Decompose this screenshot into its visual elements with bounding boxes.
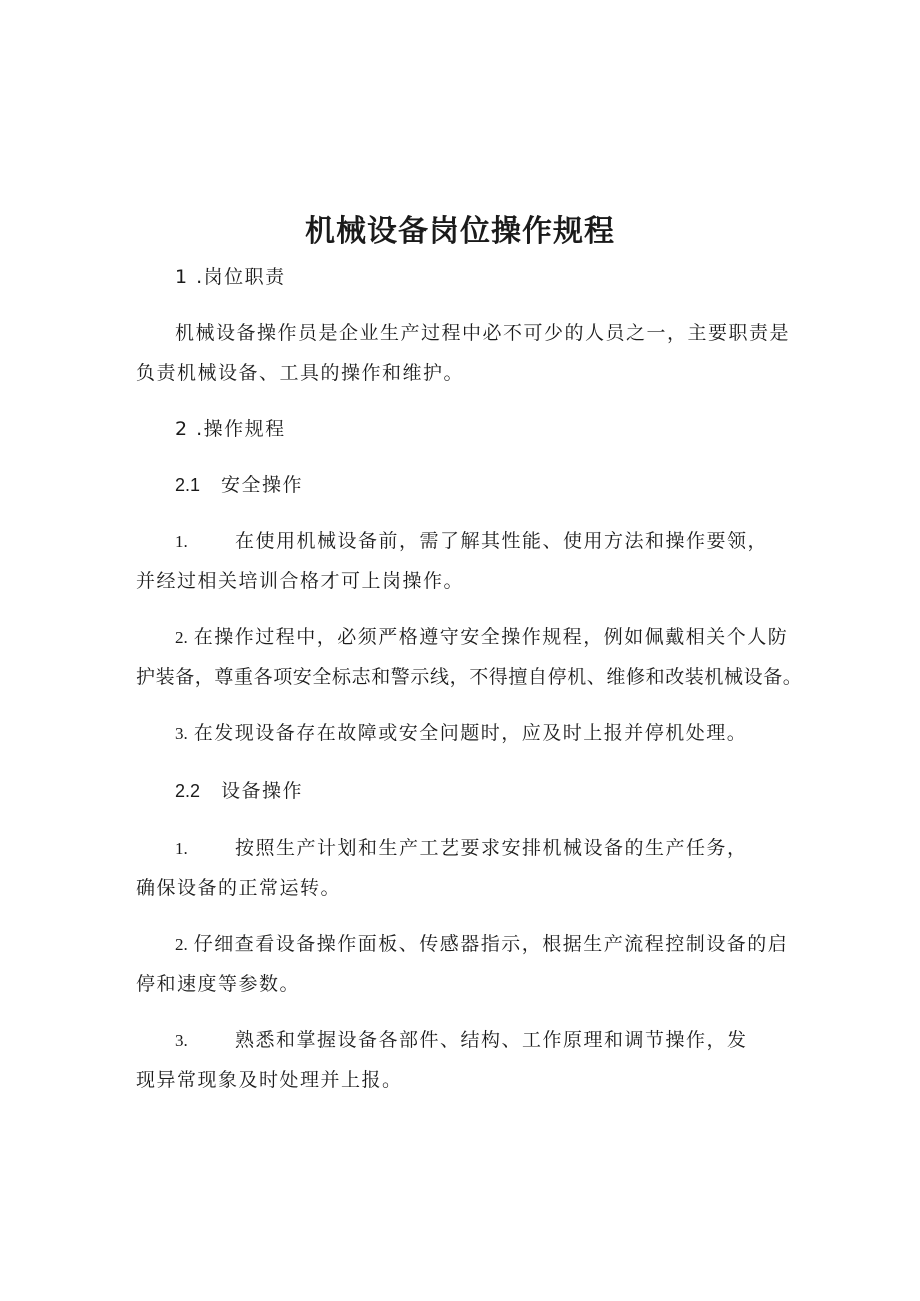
document-title: 机械设备岗位操作规程 bbox=[305, 214, 615, 249]
list-item-2-2-2-line-1 bbox=[175, 931, 788, 958]
subsection-2-2-number: 2.2 bbox=[175, 781, 201, 801]
list-item-2-2-3-line-2: 现异常现象及时处理并上报。 bbox=[136, 1069, 403, 1091]
section-1-paragraph-line-1: 机械设备操作员是企业生产过程中必不可少的人员之一，主要职责是 bbox=[175, 322, 791, 344]
list-item-number: 1. bbox=[175, 839, 188, 858]
list-item-2-1-2-line-1 bbox=[175, 624, 788, 651]
list-item-number: 1. bbox=[175, 532, 188, 551]
list-item-number: 3. bbox=[175, 1031, 188, 1050]
section-1-paragraph-line-2: 负责机械设备、工具的操作和维护。 bbox=[136, 362, 465, 384]
subsection-2-1-heading bbox=[175, 472, 303, 498]
list-item-text: 在发现设备存在故障或安全问题时，应及时上报并停机处理。 bbox=[193, 722, 748, 744]
list-item-text: 仔细查看设备操作面板、传感器指示，根据生产流程控制设备的启 bbox=[193, 933, 789, 955]
section-1-heading: 1 .岗位职责 bbox=[175, 266, 286, 288]
list-item-number: 3. bbox=[175, 724, 188, 743]
subsection-2-1-label: 安全操作 bbox=[221, 474, 304, 496]
list-item-2-1-3-line-1 bbox=[175, 720, 747, 747]
list-item-2-2-1-line-1 bbox=[175, 835, 748, 862]
list-item-text: 按照生产计划和生产工艺要求安排机械设备的生产任务， bbox=[235, 837, 748, 859]
list-item-text: 在使用机械设备前，需了解其性能、使用方法和操作要领， bbox=[235, 530, 769, 552]
list-item-2-2-1-line-2: 确保设备的正常运转。 bbox=[136, 877, 342, 899]
list-item-2-1-1-line-2: 并经过相关培训合格才可上岗操作。 bbox=[136, 570, 465, 592]
list-item-number: 2. bbox=[175, 935, 188, 954]
list-item-number: 2. bbox=[175, 628, 188, 647]
subsection-2-2-label: 设备操作 bbox=[221, 780, 304, 802]
subsection-2-2-heading bbox=[175, 778, 303, 804]
section-2-heading: 2 .操作规程 bbox=[175, 418, 286, 440]
list-item-text: 熟悉和掌握设备各部件、结构、工作原理和调节操作，发 bbox=[235, 1029, 748, 1051]
list-item-2-1-1-line-1 bbox=[175, 528, 768, 555]
list-item-2-1-2-line-2: 护装备，尊重各项安全标志和警示线，不得擅自停机、维修和改装机械设备。 bbox=[136, 666, 803, 688]
subsection-2-1-number: 2.1 bbox=[175, 475, 201, 495]
list-item-text: 在操作过程中，必须严格遵守安全操作规程，例如佩戴相关个人防 bbox=[193, 626, 789, 648]
list-item-2-2-2-line-2: 停和速度等参数。 bbox=[136, 973, 301, 995]
list-item-2-2-3-line-1 bbox=[175, 1027, 748, 1054]
